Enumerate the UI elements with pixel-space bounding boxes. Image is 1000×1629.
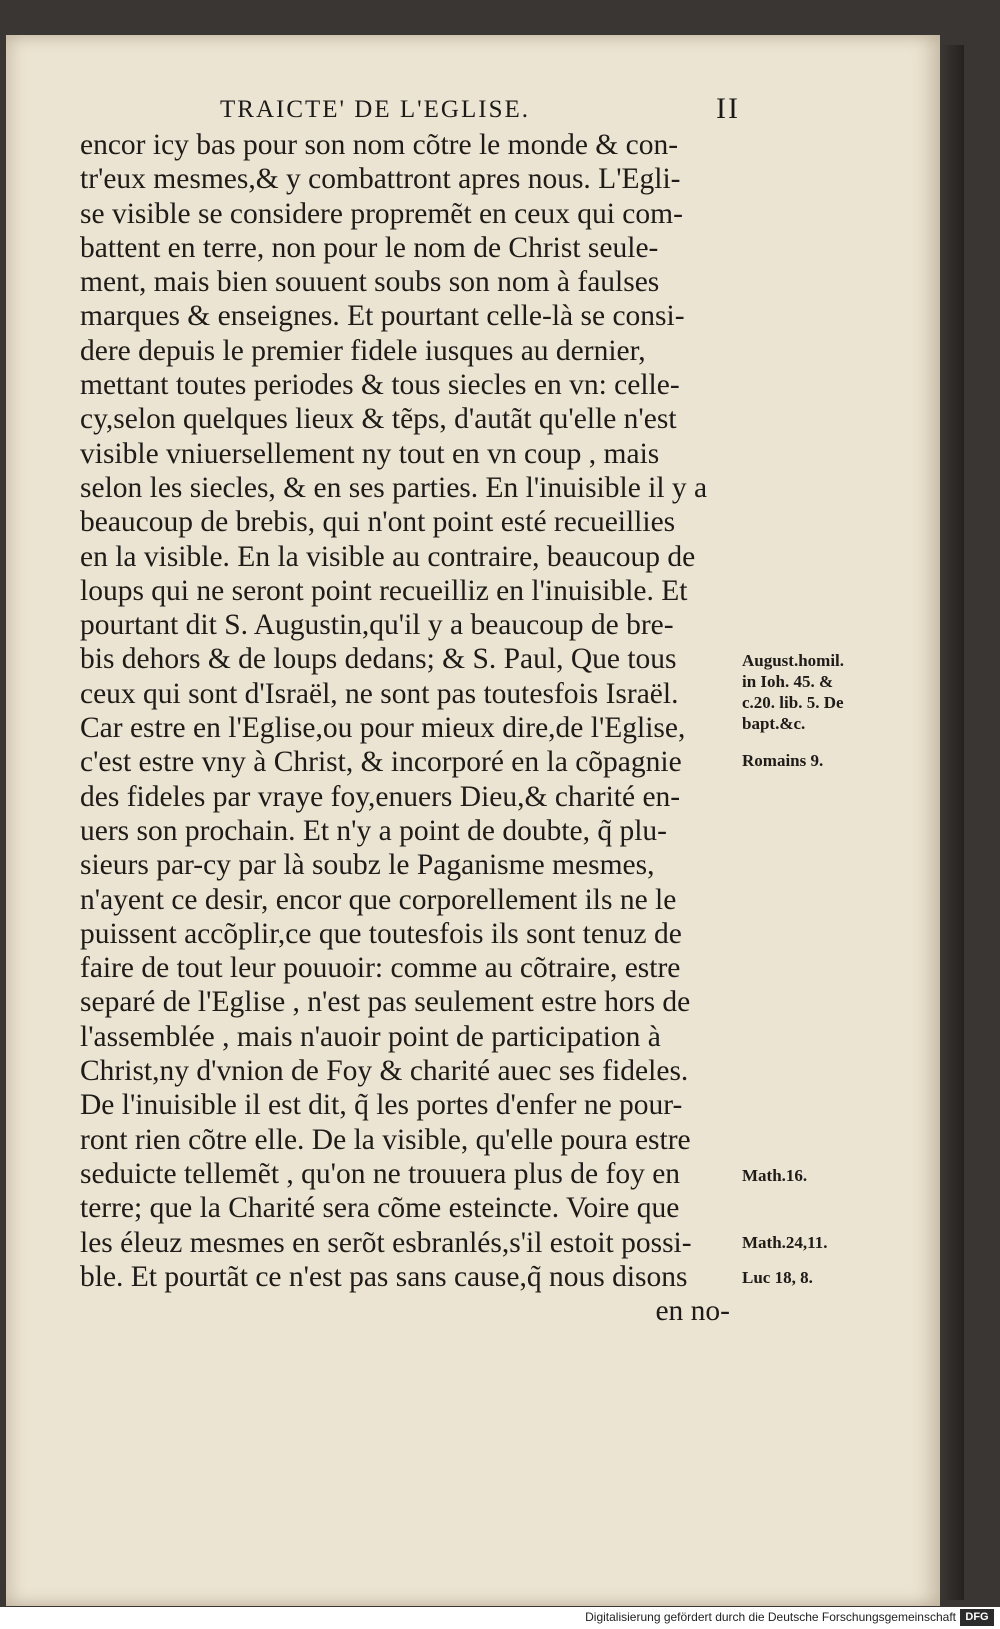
text-line: encor icy bas pour son nom cõtre le monde & con- bbox=[80, 129, 679, 161]
text-line: selon les siecles, & en ses parties. En l'inuisible il y a bbox=[80, 471, 708, 504]
text-line: ceux qui sont d'Israël, ne sont pas toutesfois Israël. bbox=[80, 677, 679, 710]
text-line: se visible se considere propremẽt en ceux qui com- bbox=[80, 197, 683, 230]
text-line: n'ayent ce desir, encor que corporellement ils ne le bbox=[80, 883, 677, 916]
text-line: loups qui ne seront point recueilliz en l'inuisible. Et bbox=[80, 574, 688, 607]
margin-note-luc: Luc 18, 8. bbox=[742, 1268, 813, 1287]
text-line: terre; que la Charité sera cõme esteincte. Voire que bbox=[80, 1192, 680, 1225]
text-line: Car estre en l'Eglise,ou pour mieux dire,de l'Eglise, bbox=[80, 712, 686, 745]
margin-note-line: bapt.&c. bbox=[742, 714, 806, 733]
margin-note-augustin bbox=[742, 650, 892, 734]
text-line: separé de l'Eglise , n'est pas seulement estre hors de bbox=[80, 986, 691, 1019]
text-line: beaucoup de brebis, qui n'ont point esté recueillies bbox=[80, 506, 676, 539]
text-line: faire de tout leur pouuoir: comme au cõtraire, estre bbox=[80, 952, 681, 985]
text-line: les éleuz mesmes en serõt esbranlés,s'il estoit possi- bbox=[80, 1226, 692, 1259]
text-line: battent en terre, non pour le nom de Christ seule- bbox=[80, 231, 659, 264]
text-line: ront rien cõtre elle. De la visible, qu'elle poura estre bbox=[80, 1123, 691, 1156]
text-line: De l'inuisible il est dit, q̃ les portes d'enfer ne pour- bbox=[80, 1089, 683, 1122]
text-line: en la visible. En la visible au contraire, beaucoup de bbox=[80, 540, 696, 573]
body-text bbox=[80, 128, 730, 1328]
footer-bar bbox=[0, 1607, 1000, 1629]
text-line: sieurs par-cy par là soubz le Paganisme mesmes, bbox=[80, 849, 655, 882]
folio-number: II bbox=[716, 92, 740, 125]
text-line: tr'eux mesmes,& y combattront apres nous. L'Egli- bbox=[80, 163, 681, 196]
margin-note-romains: Romains 9. bbox=[742, 751, 824, 770]
text-line: visible vniuersellement ny tout en vn coup , mais bbox=[80, 437, 660, 470]
dfg-logo: DFG bbox=[960, 1609, 994, 1626]
text-line: bis dehors & de loups dedans; & S. Paul, Que tous bbox=[80, 643, 677, 676]
margin-note-line: c.20. lib. 5. De bbox=[742, 693, 844, 712]
margin-note-line: in Ioh. 45. & bbox=[742, 672, 834, 691]
margin-note-line: August.homil. bbox=[742, 651, 845, 670]
text-line: pourtant dit S. Augustin,qu'il y a beaucoup de bre- bbox=[80, 609, 674, 642]
text-line: l'assemblée , mais n'auoir point de participation à bbox=[80, 1020, 661, 1053]
catchword: en no- bbox=[655, 1295, 730, 1328]
text-line: seduicte tellemẽt , qu'on ne trouuera plus de foy en bbox=[80, 1157, 681, 1190]
text-line: Christ,ny d'vnion de Foy & charité auec ses fideles. bbox=[80, 1055, 689, 1088]
text-line: puissent accõplir,ce que toutesfois ils sont tenuz de bbox=[80, 917, 682, 950]
text-line: dere depuis le premier fidele iusques au dernier, bbox=[80, 334, 646, 367]
running-header bbox=[220, 92, 740, 130]
running-title: TRAICTE' DE L'EGLISE. bbox=[220, 96, 530, 123]
page-edge bbox=[940, 45, 964, 1600]
text-line: mettant toutes periodes & tous siecles en vn: celle- bbox=[80, 369, 680, 402]
footer-credit: Digitalisierung gefördert durch die Deutsche Forschungsgemeinschaft bbox=[585, 1610, 956, 1624]
text-line: ment, mais bien souuent soubs son nom à faulses bbox=[80, 266, 660, 299]
text-line: marques & enseignes. Et pourtant celle-là se consi- bbox=[80, 300, 685, 333]
text-line: des fideles par vraye foy,enuers Dieu,& charité en- bbox=[80, 780, 681, 813]
text-line: ble. Et pourtãt ce n'est pas sans cause,q̃ nous disons bbox=[80, 1260, 688, 1293]
text-line: uers son prochain. Et n'y a point de doubte, q̃ plu- bbox=[80, 814, 668, 847]
text-line: cy,selon quelques lieux & tẽps, d'autãt qu'elle n'est bbox=[80, 403, 677, 436]
margin-note-math16: Math.16. bbox=[742, 1166, 808, 1185]
margin-note-math24: Math.24,11. bbox=[742, 1233, 828, 1252]
text-line: c'est estre vny à Christ, & incorporé en la cõpagnie bbox=[80, 746, 682, 779]
